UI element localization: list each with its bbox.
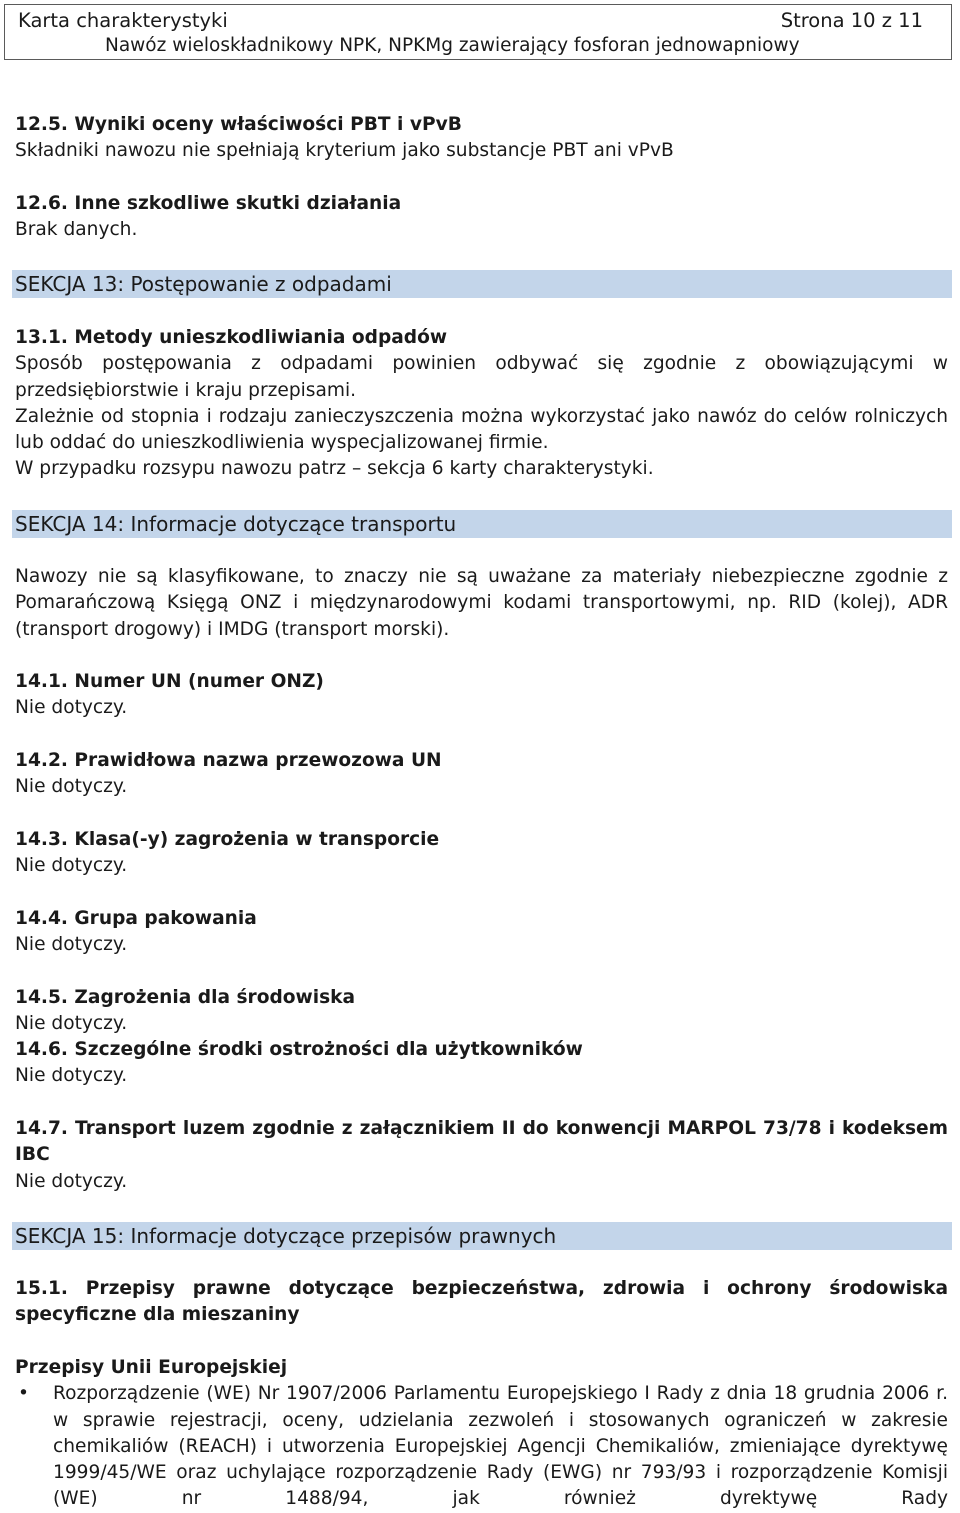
section-13-1-paragraph-3: W przypadku rozsypu nawozu patrz – sekcja 6 karty charakterystyki.	[15, 458, 654, 480]
section-15-title: SEKCJA 15: Informacje dotyczące przepisów prawnych	[12, 1222, 952, 1250]
section-14-2-heading: 14.2. Prawidłowa nazwa przewozowa UN	[15, 750, 442, 771]
eu-regulations	[15, 1355, 948, 1513]
section-14-5	[15, 985, 948, 1038]
section-14-1-heading: 14.1. Numer UN (numer ONZ)	[15, 671, 324, 692]
section-14-7-text: Nie dotyczy.	[15, 1170, 128, 1192]
section-14-title: SEKCJA 14: Informacje dotyczące transportu	[12, 510, 952, 538]
section-12-5	[15, 112, 948, 165]
section-14-intro: Nawozy nie są klasyfikowane, to znaczy nie są uważane za materiały niebezpieczne zgodnie z Pomarańczową Księgą ONZ i międzynarodowymi kodami transportowymi, np. RID (kolej), ADR (transport drogowy) i IMDG (transport morski).	[15, 566, 948, 640]
section-14-1-text: Nie dotyczy.	[15, 697, 128, 719]
section-12-6	[15, 191, 948, 244]
section-14-3-heading: 14.3. Klasa(-y) zagrożenia w transporcie	[15, 829, 440, 850]
section-13-1-paragraph-2: Zależnie od stopnia i rodzaju zanieczyszczenia można wykorzystać jako nawóz do celów rolniczych lub oddać do unieszkodliwienia wyspecjalizowanej firmie.	[15, 405, 948, 454]
document-title: Karta charakterystyki	[18, 9, 228, 32]
section-12-5-text: Składniki nawozu nie spełniają kryterium jako substancje PBT ani vPvB	[15, 140, 674, 162]
section-15-1-heading: 15.1. Przepisy prawne dotyczące bezpieczeństwa, zdrowia i ochrony środowiska specyficzne dla mieszaniny	[15, 1278, 948, 1326]
section-14-5-heading: 14.5. Zagrożenia dla środowiska	[15, 987, 356, 1008]
section-13-1-heading: 13.1. Metody unieszkodliwiania odpadów	[15, 327, 448, 348]
section-15-1	[15, 1276, 948, 1329]
section-14-3-text: Nie dotyczy.	[15, 855, 128, 877]
section-13-1-paragraph-1: Sposób postępowania z odpadami powinien odbywać się zgodnie z obowiązującymi w przedsiębiorstwie i kraju przepisami.	[15, 353, 948, 401]
section-14-6	[15, 1037, 948, 1090]
section-13-1	[15, 325, 948, 483]
bullet-icon: •	[18, 1383, 29, 1405]
section-12-6-heading: 12.6. Inne szkodliwe skutki działania	[15, 193, 402, 214]
section-14-7-heading: 14.7. Transport luzem zgodnie z załącznikiem II do konwencji MARPOL 73/78 i kodeksem IBC	[15, 1118, 948, 1166]
section-14-3	[15, 827, 948, 880]
section-14-6-heading: 14.6. Szczególne środki ostrożności dla użytkowników	[15, 1039, 583, 1060]
page-number: Strona 10 z 11	[780, 9, 923, 32]
section-14-6-text: Nie dotyczy.	[15, 1065, 128, 1087]
section-14-5-text: Nie dotyczy.	[15, 1013, 128, 1035]
section-14-7	[15, 1116, 948, 1195]
eu-regulations-heading: Przepisy Unii Europejskiej	[15, 1357, 288, 1378]
section-14-1	[15, 669, 948, 722]
section-14-4-heading: 14.4. Grupa pakowania	[15, 908, 257, 929]
section-12-5-heading: 12.5. Wyniki oceny właściwości PBT i vPvB	[15, 114, 462, 135]
section-14-4-text: Nie dotyczy.	[15, 934, 128, 956]
section-14-2-text: Nie dotyczy.	[15, 776, 128, 798]
section-13-title: SEKCJA 13: Postępowanie z odpadami	[12, 270, 952, 298]
list-item	[15, 1381, 948, 1512]
section-14-2	[15, 748, 948, 801]
eu-regulations-list	[15, 1381, 948, 1512]
section-12-6-text: Brak danych.	[15, 219, 138, 241]
document-header	[4, 4, 952, 60]
product-name: Nawóz wieloskładnikowy NPK, NPKMg zawierający fosforan jednowapniowy	[105, 35, 800, 56]
section-14-4	[15, 906, 948, 959]
regulation-reach-text: Rozporządzenie (WE) Nr 1907/2006 Parlamentu Europejskiego I Rady z dnia 18 grudnia 2006 r. w sprawie rejestracji, oceny, udzielania zezwoleń i stosowanych ograniczeń w zakresie chemikaliów (REACH) i utworzenia Europejskiej Agencji Chemikaliów, zmieniające dyrektywę 1999/45/WE oraz uchylające rozporządzenie Rady (EWG) nr 793/93 i rozporządzenie Komisji (WE) nr 1488/94, jak również dyrektywę Rady	[53, 1383, 948, 1510]
